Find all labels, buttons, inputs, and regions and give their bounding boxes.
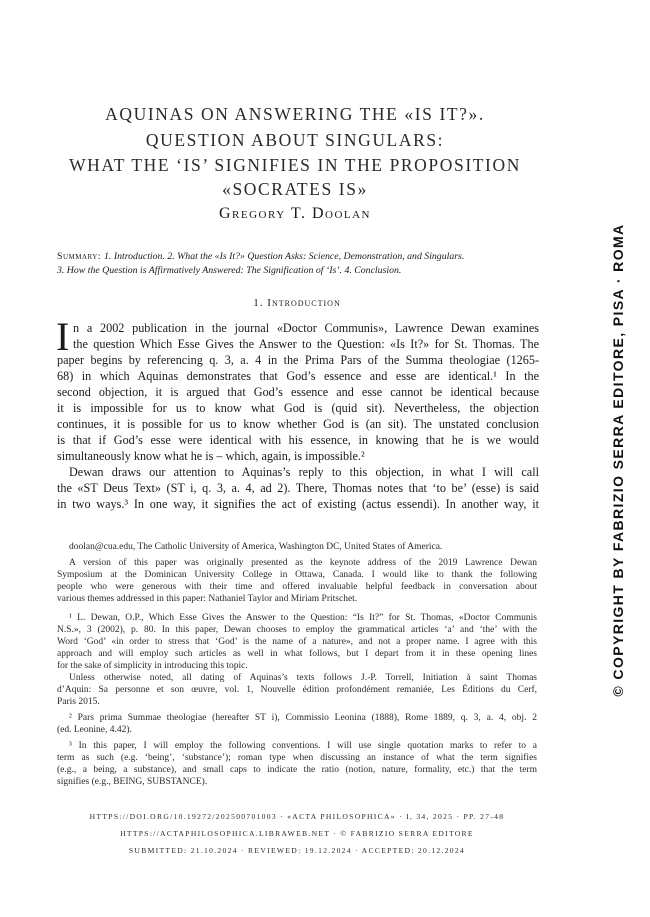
article-title-line-1: AQUINAS ON ANSWERING THE «IS IT?». [105,104,485,124]
article-title-line-2: QUESTION ABOUT SINGULARS: [145,130,445,150]
body-line: 68) in which Aquinas demonstrates that God’s essence and esse are identical.¹ In the [57,369,539,383]
body-line: it is impossible for us to know what God is (quid sit). Nevertheless, the objection [57,401,539,415]
body-line: second objection, it is argued that God’s essence and esse cannot be identical because [57,385,539,399]
doi-line: HTTPS://DOI.ORG/10.19272/202500701003 · «ACTA PHILOSOPHICA» · I, 34, 2025 · PP. 27-48 [89,812,505,821]
body-line: continues, it is possible for us to know whether God is (an sit). The unstated conclusion [57,417,539,431]
article-title-line-3: WHAT THE ‘IS’ SIGNIFIES IN THE PROPOSITION [69,155,521,175]
footnote-line: people who were generous with their time and offered invaluable helpful feedback in conversation about [57,582,537,592]
footnote-line: ³ In this paper, I will employ the following conventions. I will use single quotation marks to refer to a [69,741,537,751]
summary-line-2: 3. How the Question is Affirmatively Answered: The Signification of ‘Is’. 4. Conclusion. [57,265,402,276]
footnote-line: doolan@cua.edu, The Catholic University of America, Washington DC, United States of America. [69,542,443,552]
body-line: the question Which Esse Gives the Answer to the Question: «Is It?» for St. Thomas. The [73,337,539,351]
footnote-line: term as such (e.g. ‘being’, ‘substance’); roman type when discussing an instance of what the term signifies [57,753,537,763]
footnote-line: approach and will employ such articles as well in what follows, but I depart from it in these opening lines [57,649,537,659]
body-line: the «ST Deus Text» (ST i, q. 3, a. 4, ad 2). There, Thomas notes that ‘to be’ (esse) is said [57,481,539,495]
summary-label: Summary: [57,251,105,262]
body-line: n a 2002 publication in the journal «Doctor Communis», Lawrence Dewan examines [73,321,539,335]
author-name: Gregory T. Doolan [218,205,372,222]
section-heading: 1. Introduction [253,297,341,309]
website-line: HTTPS://ACTAPHILOSOPHICA.LIBRAWEB.NET · © FABRIZIO SERRA EDITORE [120,829,474,838]
footnote-line: d’Aquin: Sa personne et son œuvre, vol. 1, Nouvelle édition profondément remaniée, Les Éditions du Cerf, [57,685,537,695]
footnote-line: various themes addressed in this paper: Nathaniel Taylor and Miriam Pritschet. [57,594,358,604]
article-title-line-4: «SOCRATES IS» [222,179,368,199]
footnote-line: (ed. Leonine, 4.42). [57,725,132,735]
body-line: paper begins by referencing q. 3, a. 4 in the Prima Pars of the Summa theologiae (1265- [57,353,539,367]
footnote-line: for the sake of simplicity in introducing this topic. [57,661,248,671]
body-line: simultaneously know what he is – which, again, is impossible.² [57,449,365,463]
body-line: is that if God’s esse were identical with his essence, in knowing that he is we would [57,433,539,447]
footnote-line: ¹ L. Dewan, O.P., Which Esse Gives the Answer to the Question: “Is It?” for St. Thomas, «Doctor Communis [69,613,537,623]
side-copyright-text: © COPYRIGHT BY FABRIZIO SERRA EDITORE, PISA · ROMA [610,223,626,697]
summary-line-1: 1. Introduction. 2. What the «Is It?» Question Asks: Science, Demonstration, and Singulars. [104,251,465,262]
body-line: Dewan draws our attention to Aquinas’s reply to this objection, in what I will call [69,465,539,479]
footnote-line: Unless otherwise noted, all dating of Aquinas’s texts follows J.-P. Torrell, Initiation à saint Thomas [69,673,537,683]
dates-line: SUBMITTED: 21.10.2024 · REVIEWED: 19.12.2024 · ACCEPTED: 20.12.2024 [128,846,466,855]
footnote-line: (e.g., a being, a substance), and small caps to indicate the ratio (notion, nature, formality, etc.) that the term [57,765,537,775]
body-line: in two ways.³ In one way, it signifies the act of existing (actus essendi). In another way, it [57,497,539,511]
footnote-line: ² Pars prima Summae theologiae (hereafter ST i), Commissio Leonina (1888), Rome 1889, q. 3, a. 4, obj. 2 [69,713,537,723]
drop-cap: I [56,314,70,359]
footnote-line: Paris 2015. [57,697,100,707]
footnote-line: Word ‘God’ «in order to stress that ‘God’ is the name of a nature», and not a proper name. I agree with this [57,637,537,647]
footnote-line: A version of this paper was originally presented as the keynote address of the 2019 Lawrence Dewan [69,558,537,568]
footnote-line: N.S.», 3 (2002), p. 80. In this paper, Dewan chooses to employ the grammatical articles ‘a’ and ‘the’ with the [57,625,537,635]
footnote-line: signifies (e.g., BEING, SUBSTANCE). [57,777,208,787]
summary-block [57,250,537,278]
footnote-line: Symposium at the Dominican University College in Ottawa, Canada. I would like to thank the following [57,570,537,580]
